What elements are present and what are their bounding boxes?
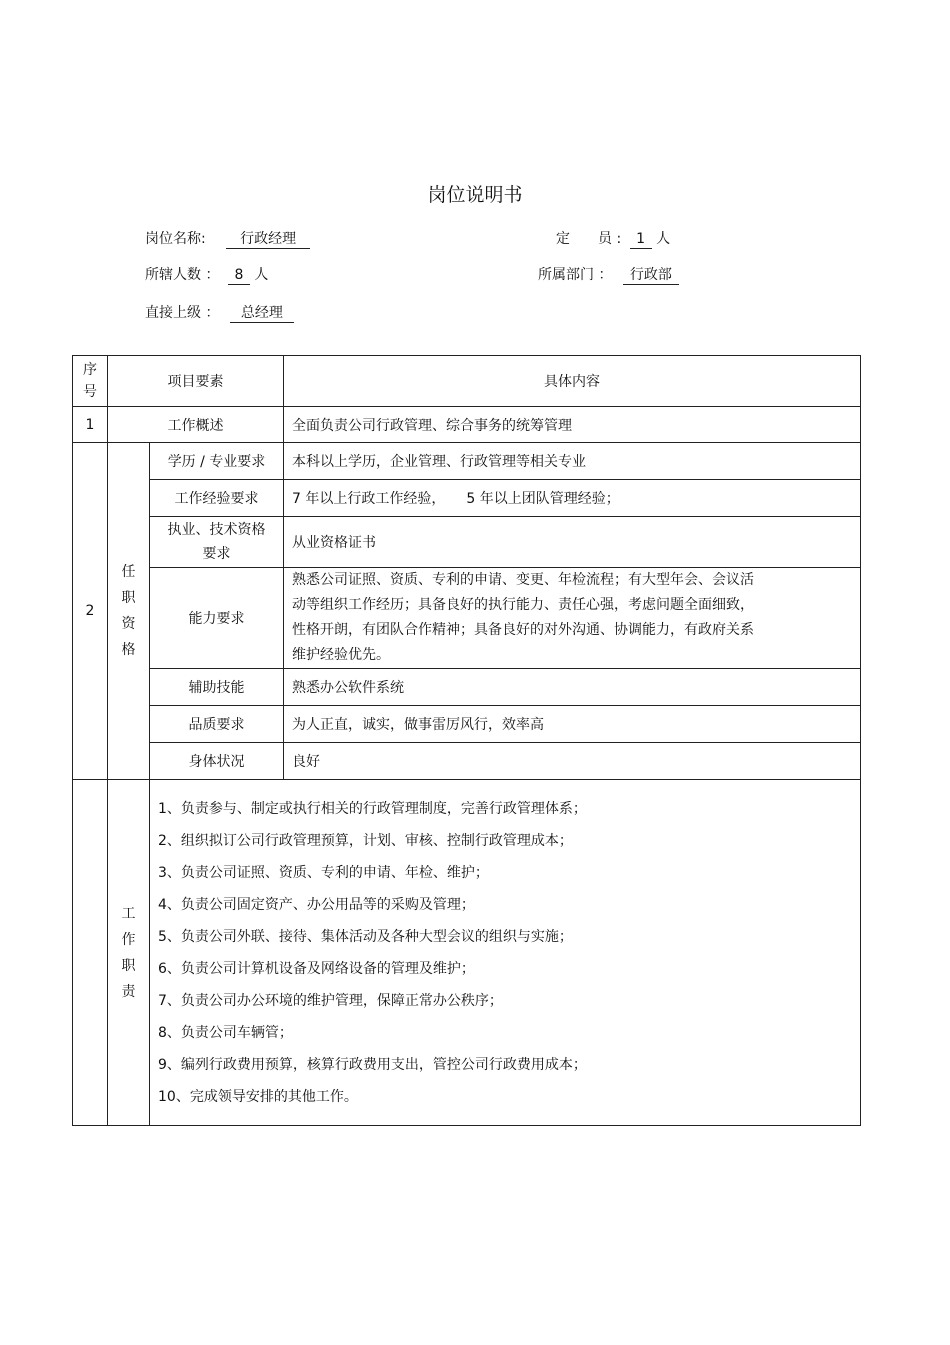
table-header-row (73, 356, 861, 407)
qualification-label: 执业、技术资格 要求 (150, 517, 284, 568)
list-item: 10、完成领导安排的其他工作。 (158, 1088, 358, 1105)
health-content: 良好 (284, 743, 861, 780)
list-item: 8、负责公司车辆管； (158, 1024, 293, 1041)
qualification-group-label: 任 职 资 格 (108, 443, 150, 780)
list-item: 1、负责参与、制定或执行相关的行政管理制度，完善行政管理体系； (158, 800, 587, 817)
table-row (73, 706, 861, 743)
table-row (73, 480, 861, 517)
table-row (73, 743, 861, 780)
content-header: 具体内容 (284, 356, 861, 407)
table-row (73, 669, 861, 706)
list-item: 7、负责公司办公环境的维护管理，保障正常办公秩序； (158, 992, 503, 1009)
quality-label: 品质要求 (150, 706, 284, 743)
experience-label: 工作经验要求 (150, 480, 284, 517)
subordinates-field (145, 264, 268, 285)
position-name-value: 行政经理 (226, 231, 310, 249)
item-header: 项目要素 (108, 356, 284, 407)
seq-header: 序 号 (73, 356, 108, 407)
table-row (73, 517, 861, 568)
superior-value: 总经理 (230, 305, 294, 323)
row1-item: 工作概述 (108, 407, 284, 443)
quality-content: 为人正直，诚实，做事雷厉风行，效率高 (284, 706, 861, 743)
page-title: 岗位说明书 (427, 184, 523, 206)
quota-value: 1 (630, 231, 652, 249)
superior-label: 直接上级 ： (145, 305, 220, 321)
education-label: 学历 / 专业要求 (150, 443, 284, 480)
table-row (73, 780, 861, 1126)
subordinates-value: 8 (228, 267, 250, 285)
skills-label: 辅助技能 (150, 669, 284, 706)
health-label: 身体状况 (150, 743, 284, 780)
position-name-field (145, 228, 310, 249)
ability-content: 熟悉公司证照、资质、专利的申请、变更、年检流程；有大型年会、会议活 动等组织工作经历；具备良好的执行能力、责任心强，考虑问题全面细致， 性格开朗，有团队合作精神；具备良好的对外沟通、协调能力，有政府关系 维护经验优先。 (284, 568, 861, 669)
duties-label: 工 作 职 责 (108, 780, 150, 1126)
subordinates-unit: 人 (254, 267, 269, 283)
job-description-table (72, 355, 861, 1126)
quota-unit: 人 (656, 231, 671, 247)
list-item: 6、负责公司计算机设备及网络设备的管理及维护； (158, 960, 475, 977)
list-item: 2、组织拟订公司行政管理预算，计划、审核、控制行政管理成本； (158, 832, 573, 849)
subordinates-label: 所辖人数 ： (145, 267, 220, 283)
superior-field (145, 302, 294, 323)
department-field (538, 264, 679, 285)
skills-content: 熟悉办公软件系统 (284, 669, 861, 706)
list-item: 3、负责公司证照、资质、专利的申请、年检、维护； (158, 864, 489, 881)
row2-seq: 2 (73, 443, 108, 780)
row1-content: 全面负责公司行政管理、综合事务的统筹管理 (284, 407, 861, 443)
quota-field (556, 228, 670, 249)
list-item: 4、负责公司固定资产、办公用品等的采购及管理； (158, 896, 475, 913)
department-label: 所属部门 ： (538, 267, 613, 283)
list-item: 5、负责公司外联、接待、集体活动及各种大型会议的组织与实施； (158, 928, 573, 945)
quota-label: 定 员 : (556, 231, 622, 247)
education-content: 本科以上学历，企业管理、行政管理等相关专业 (284, 443, 861, 480)
table-row (73, 568, 861, 669)
department-value: 行政部 (623, 267, 679, 285)
table-row (73, 407, 861, 443)
list-item: 9、编列行政费用预算，核算行政费用支出，管控公司行政费用成本； (158, 1056, 587, 1073)
table-row (73, 443, 861, 480)
ability-label: 能力要求 (150, 568, 284, 669)
position-name-label: 岗位名称: (145, 231, 206, 247)
duties-list (150, 780, 861, 1126)
experience-content: 7 年以上行政工作经验， 5 年以上团队管理经验； (284, 480, 861, 517)
duties-seq (73, 780, 108, 1126)
qualification-content: 从业资格证书 (284, 517, 861, 568)
row1-seq: 1 (73, 407, 108, 443)
